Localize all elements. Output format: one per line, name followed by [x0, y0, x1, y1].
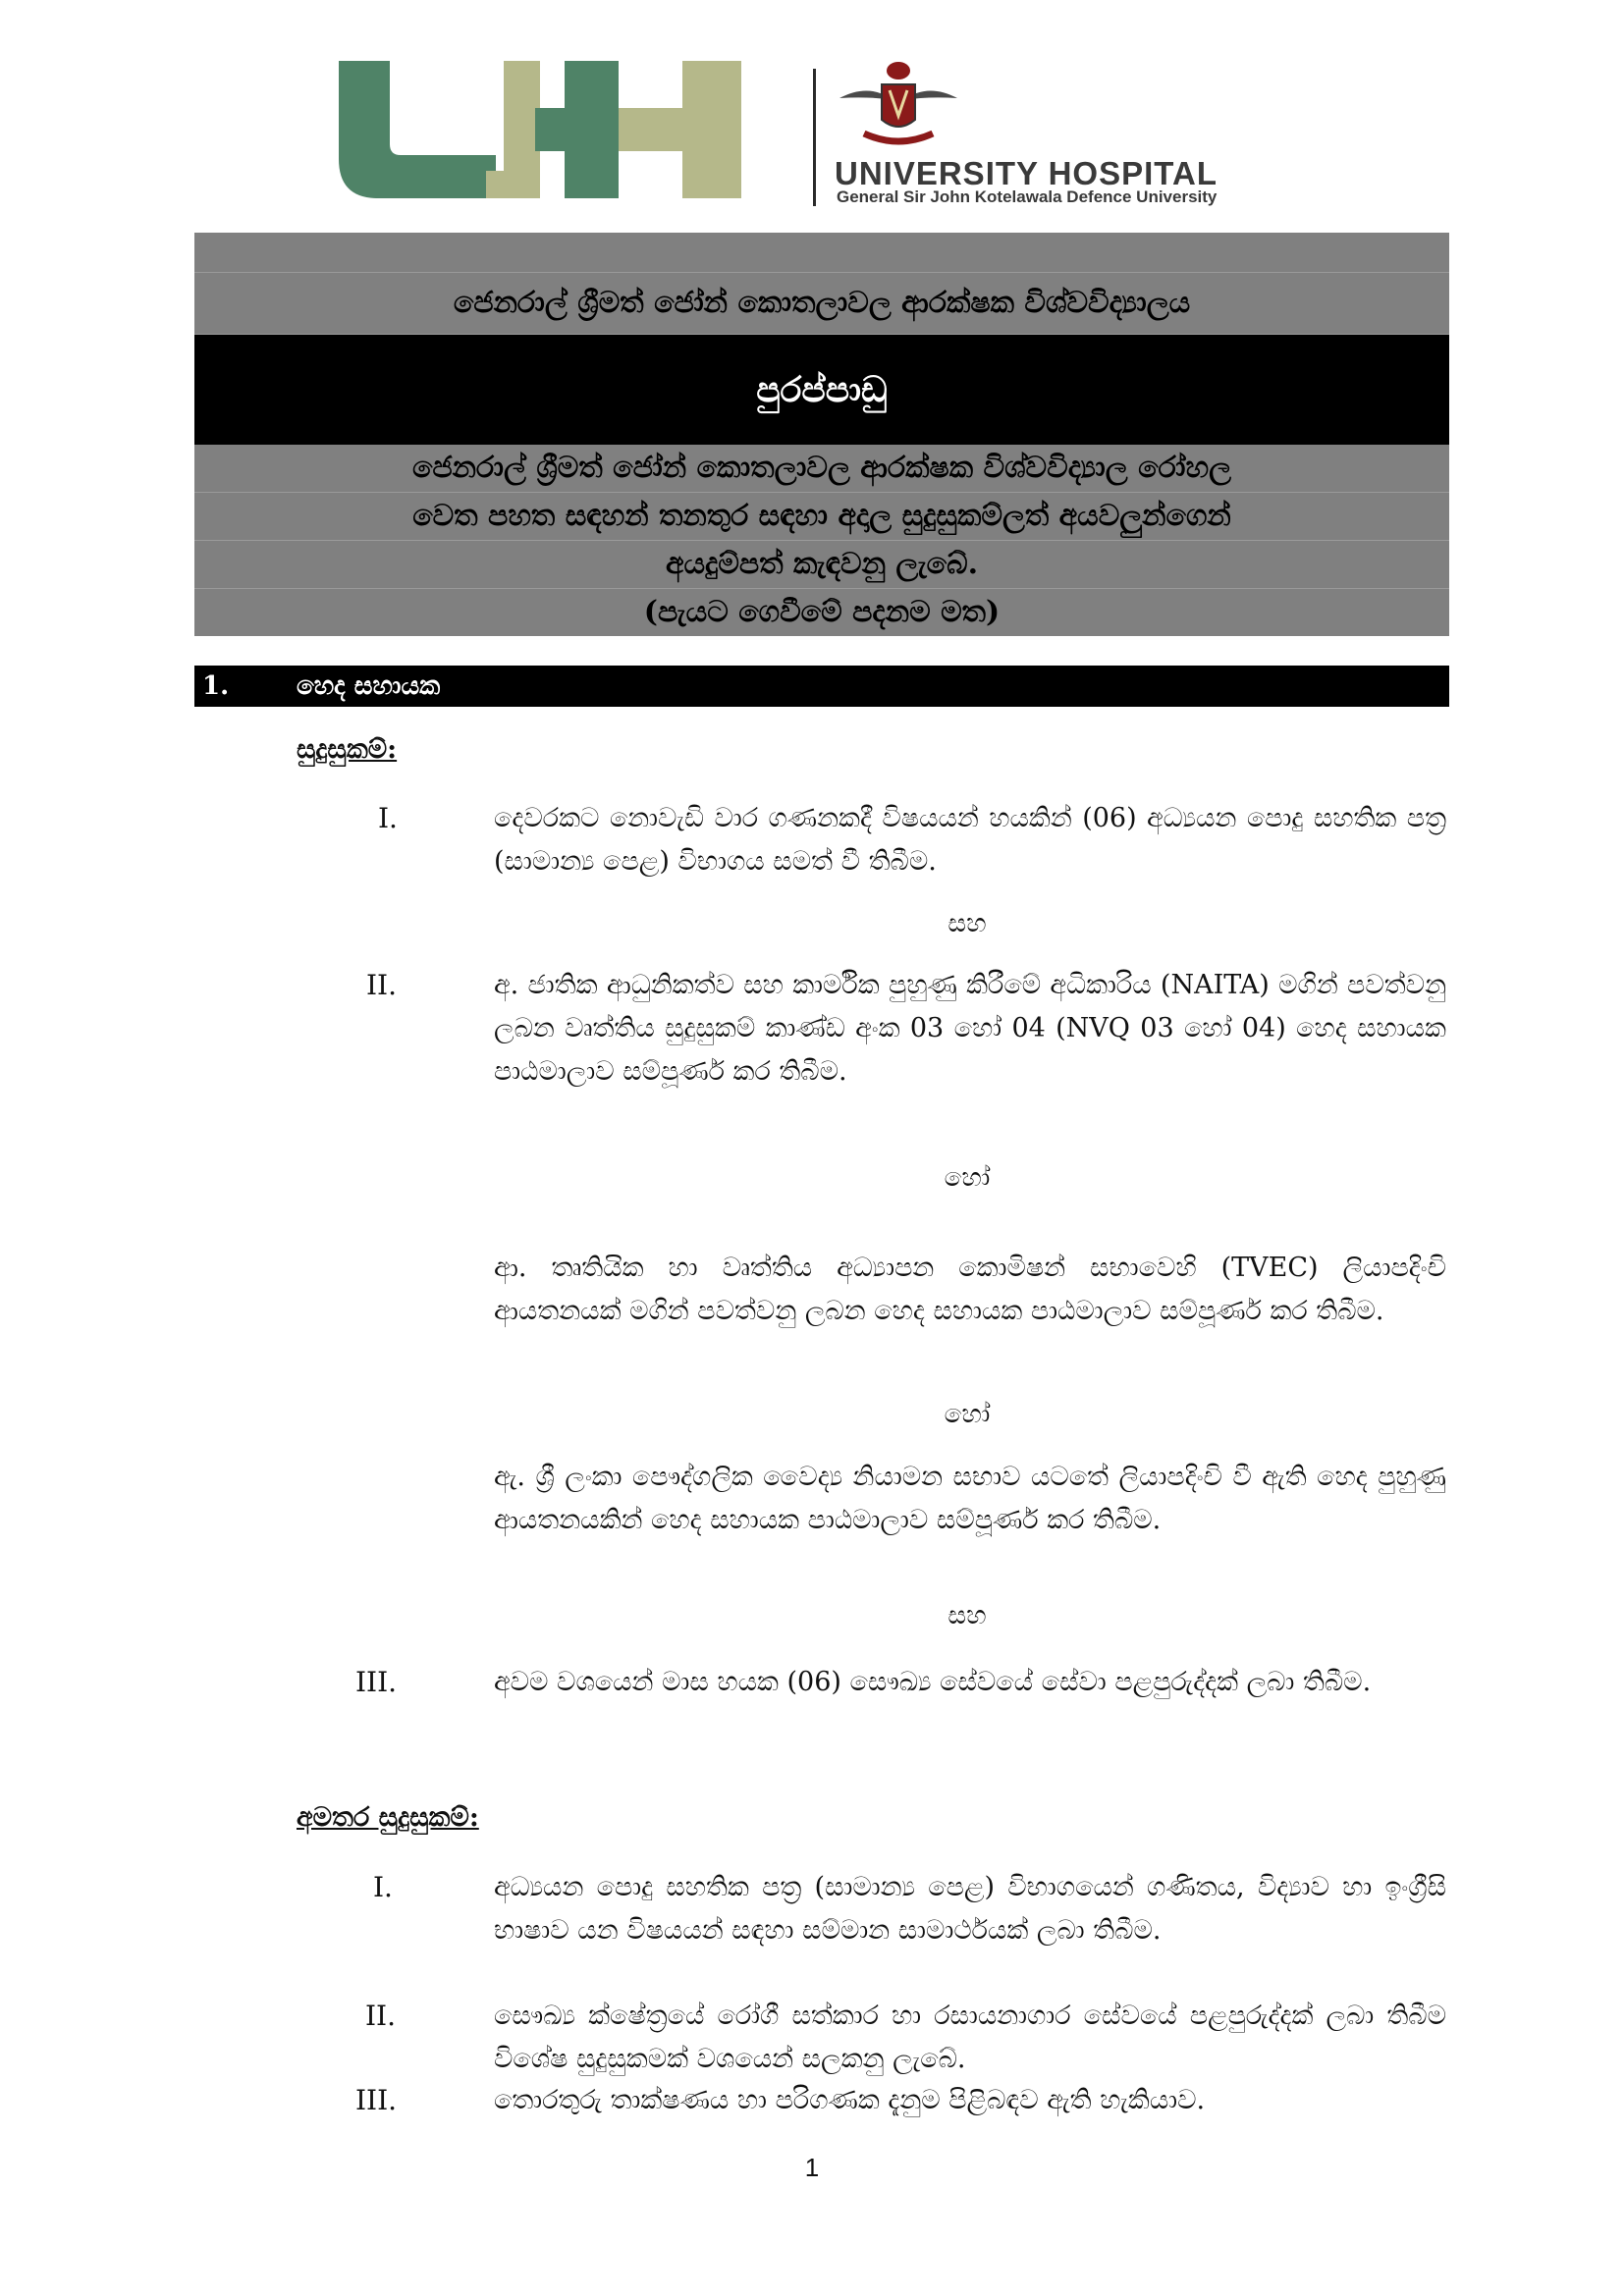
uh-monogram-icon [339, 61, 810, 208]
hospital-logo [339, 61, 1301, 208]
university-name: ජෙනරාල් ශ්‍රීමත් ජෝන් කොතලාවල ආරක්ෂක විශ්වවිද්‍යාලය [194, 273, 1449, 335]
additional-number: III. [355, 2084, 398, 2116]
additional-number: I. [373, 1871, 393, 1903]
additional-text: අධ්‍යයන පොදු සහතික පත්‍ර (සාමාන්‍ය පෙළ) විභාගයෙන් ගණිතය, විද්‍යාව හා ඉංග්‍රීසි භාෂාව යන විෂයයන් සඳහා සම්මාන සාමාර්ථයක් ලබා තිබීම. [494, 1872, 1446, 1946]
qualifications-heading: සුදුසුකම්: [297, 734, 398, 765]
additional-text: සෞඛ්‍ය ක්ෂේත්‍රයේ රෝගී සත්කාර හා රසායනාගාර සේවයේ පළපුරුද්දක් ලබා තිබීම විශේෂ සුදුසුකමක් වශයෙන් සලකනු ලැබේ. [494, 2001, 1446, 2074]
qualification-text: අ. ජාතික ආධුනිකත්ව සහ කාර්මික පුහුණු කිරීමේ අධිකාරිය (NAITA) මගින් පවත්වනු ලබන වෘත්තිය සුදුසුකම් කාණ්ඩ අංක 03 හෝ 04 (NVQ 03 හෝ 04) හෙද සහායක පාඨමාලාව සම්පූර්ණ කර තිබීම. [494, 970, 1446, 1087]
qualification-number: I. [378, 802, 398, 834]
brand-subtitle: General Sir John Kotelawala Defence University [837, 187, 1218, 206]
conjunction-and: සහ [947, 1601, 987, 1630]
qualification-text: අවම වශයෙන් මාස හයක (06) සෞඛ්‍ය සේවයේ සේවා පළපුරුද්දක් ලබා තිබීම. [494, 1667, 1372, 1697]
additional-number: II. [365, 2000, 397, 2032]
university-crest-icon [835, 61, 962, 159]
qualification-text: ඇ. ශ්‍රී ලංකා පෞද්ගලික වෛද්‍ය නියාමන සභාව යටතේ ලියාපදිංචි වී ඇති හෙද පුහුණු ආයතනයකින් හෙද සහායක පාඨමාලාව සම්පූර්ණ කර තිබීම. [494, 1462, 1446, 1535]
title-block [194, 233, 1449, 636]
qualification-text: දෙවරකට නොවැඩි වාර ගණනකදී විෂයයන් හයකින් (06) අධ්‍යයන පොදු සහතික පත්‍ර (සාමාන්‍ය පෙළ) විභාගය සමත් වී තිබීම. [494, 803, 1446, 877]
conjunction-or: හෝ [944, 1163, 991, 1193]
notice-title: පුරප්පාඩු [194, 335, 1449, 445]
brand-title: UNIVERSITY HOSPITAL [835, 155, 1218, 191]
conjunction-and: සහ [947, 909, 987, 938]
additional-qualifications-heading: අමතර සුදුසුකම්: [297, 1802, 479, 1833]
page-number: 1 [804, 2153, 820, 2182]
qualification-number: II. [366, 969, 398, 1001]
qualification-text: ආ. තෘතියික හා වෘත්තිය අධ්‍යාපන කොමිෂන් සභාවෙහි (TVEC) ලියාපදිංචි ආයතනයක් මගින් පවත්වනු ලබන හෙද සහායක පාඨමාලාව සම්පූර්ණ කර තිබීම. [494, 1253, 1446, 1326]
section-title: හෙද සහායක [297, 671, 441, 701]
logo-divider [813, 69, 816, 206]
title-spacer-row [194, 233, 1449, 273]
notice-line-1: ජෙනරාල් ශ්‍රීමත් ජෝන් කොතලාවල ආරක්ෂක විශ්වවිද්‍යාල රෝහල [194, 445, 1449, 493]
section-number: 1. [202, 671, 230, 701]
additional-text: තොරතුරු තාක්ෂණය හා පරිගණක දැනුම පිළිබඳව ඇති හැකියාව. [494, 2085, 1206, 2115]
notice-line-3: අයදුම්පත් කැඳවනු ලැබේ. [194, 541, 1449, 589]
notice-line-4: (පැයට ගෙවීමේ පදනම මත) [194, 589, 1449, 636]
conjunction-or: හෝ [944, 1400, 991, 1429]
section-bar [194, 666, 1449, 707]
notice-line-2: වෙත පහත සඳහන් තනතුර සඳහා අදාල සුදුසුකම්ලත් අයවලුන්ගෙන් [194, 493, 1449, 541]
qualification-number: III. [355, 1666, 398, 1698]
